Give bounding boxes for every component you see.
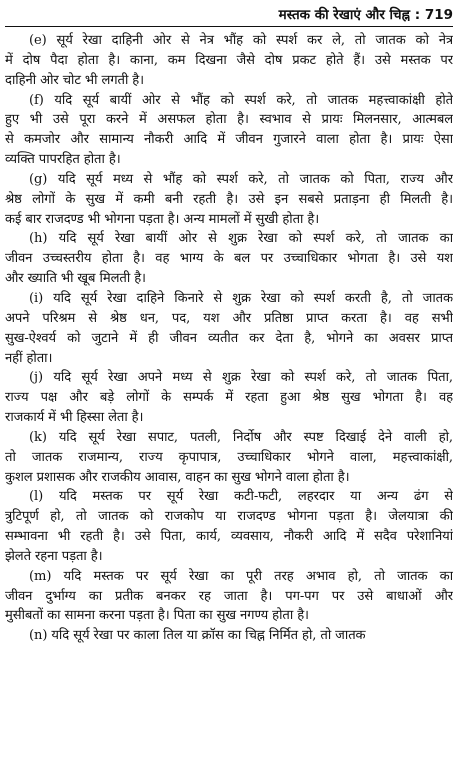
text-line: राज्य पक्ष और बड़े लोगों के सम्पर्क में रहता हुआ श्रेष्ठ सुख भोगता है। वह	[5, 390, 453, 406]
text-line: सम्भावना भी रहती है। उसे पिता, कार्य, व्यवसाय, नौकरी आदि में सदैव परेशानियां	[5, 529, 453, 545]
text-line: त्रुटिपूर्ण हो, तो जातक को राजकोप या राजदण्ड भोगना पड़ता है। जेलयात्रा की	[5, 509, 453, 525]
text-line: से कमजोर और सामान्य नौकरी आदि में जीवन गुजारने वाला होता है। प्रायः ऐसा	[5, 132, 453, 148]
text-line: दाहिनी ओर चोट भी लगती है।	[5, 72, 145, 88]
text-line: व्यक्ति पापरहित होता है।	[5, 152, 121, 168]
text-line: (m) यदि मस्तक पर सूर्य रेखा का पूरी तरह अभाव हो, तो जातक का	[29, 568, 453, 584]
paragraph	[5, 428, 453, 488]
text-line: (n) यदि सूर्य रेखा पर काला तिल या क्रॉस का चिह्न निर्मित हो, तो जातक	[29, 628, 366, 644]
text-line: सुख-ऐश्वर्य को जुटाने में ही जीवन व्यतीत कर देता है, भोगने का अवसर प्राप्त	[5, 330, 453, 346]
paragraph	[5, 487, 453, 566]
text-line: (j) यदि सूर्य रेखा अपने मध्य से शुक्र रेखा को स्पर्श करे, तो जातक पिता,	[29, 370, 453, 386]
text-line: अपने परिश्रम से श्रेष्ठ धन, पद, यश और प्रतिष्ठा प्राप्त करता है। वह सभी	[5, 310, 453, 326]
paragraph	[5, 170, 453, 230]
text-line: (i) यदि सूर्य रेखा दाहिने किनारे से शुक्र रेखा को स्पर्श करती है, तो जातक	[29, 290, 453, 306]
paragraph	[5, 368, 453, 428]
text-line: हुए भी उसे पूरा करने में असफल होता है। स्वभाव से प्रायः मिलनसार, आत्मबल	[5, 112, 453, 128]
text-line: में दोष पैदा होता है। काना, कम दिखना जैसे दोष प्रकट होते हैं। उसे मस्तक पर	[5, 52, 453, 68]
text-line: राजकार्य में भी हिस्सा लेता है।	[5, 410, 144, 426]
running-header: मस्तक की रेखाएं और चिह्न : 719	[5, 6, 453, 27]
text-line: श्रेष्ठ लोगों के सुख में कमी बनी रहती है। उसे इन सबसे प्रताड़ना ही मिलती है।	[5, 191, 453, 207]
text-line: नहीं होता।	[5, 350, 53, 366]
text-line: (k) यदि सूर्य रेखा सपाट, पतली, निर्दोष और स्पष्ट दिखाई देने वाली हो,	[29, 429, 453, 445]
text-line: (l) यदि मस्तक पर सूर्य रेखा कटी-फटी, लहरदार या अन्य ढंग से	[29, 489, 453, 505]
text-line: (g) यदि सूर्य मध्य से भौंह को स्पर्श करे, तो जातक को पिता, राज्य और	[29, 171, 453, 187]
page-body	[5, 31, 453, 646]
paragraph	[5, 31, 453, 91]
paragraph	[5, 229, 453, 289]
text-line: (h) यदि सूर्य रेखा बायीं ओर से शुक्र रेखा को स्पर्श करे, तो जातक का	[29, 231, 453, 247]
paragraph	[5, 567, 453, 627]
text-line: मुसीबतों का सामना करना पड़ता है। पिता का सुख नगण्य होता है।	[5, 608, 309, 624]
text-line: (e) सूर्य रेखा दाहिनी ओर से नेत्र भौंह को स्पर्श कर ले, तो जातक को नेत्र	[29, 33, 453, 48]
paragraph	[5, 626, 453, 646]
paragraph	[5, 289, 453, 368]
text-line: (f) यदि सूर्य बायीं ओर से भौंह को स्पर्श करे, तो जातक महत्त्वाकांक्षी होते	[29, 92, 453, 108]
text-line: जीवन उच्चस्तरीय होता है। वह भाग्य के बल पर उच्चाधिकार भोगता है। उसे यश	[5, 251, 453, 267]
text-line: कई बार राजदण्ड भी भोगना पड़ता है। अन्य मामलों में सुखी होता है।	[5, 211, 320, 227]
text-line: और ख्याति भी खूब मिलती है।	[5, 271, 146, 287]
text-line: कुशल प्रशासक और राजकीय आवास, वाहन का सुख भोगने वाला होता है।	[5, 469, 350, 485]
text-line: जीवन दुर्भाग्य का प्रतीक बनकर रह जाता है। पग-पग पर उसे बाधाओं और	[5, 588, 453, 604]
paragraph	[5, 91, 453, 170]
text-line: तो जातक राजमान्य, राज्य कृपापात्र, उच्चाधिकार भोगने वाला, महत्त्वाकांक्षी,	[5, 449, 453, 465]
text-line: झेलते रहना पड़ता है।	[5, 548, 103, 564]
